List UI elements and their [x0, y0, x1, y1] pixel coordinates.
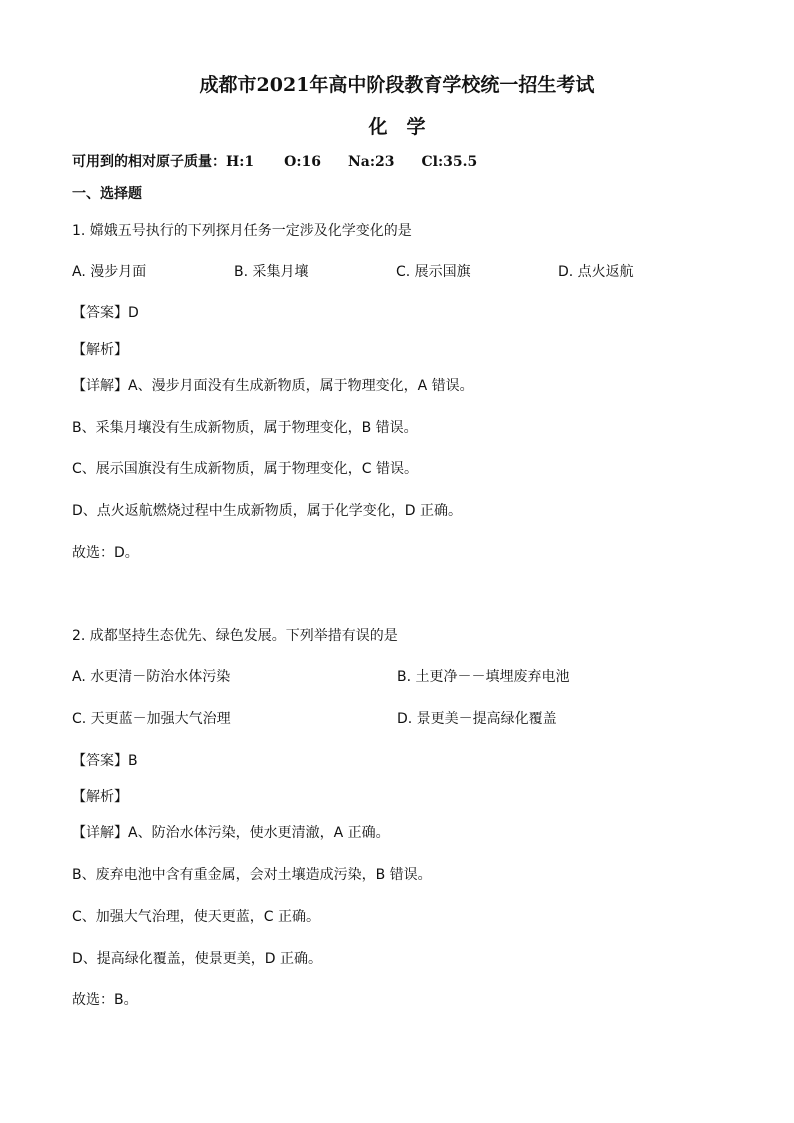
question-1-answer: 【答案】D [72, 305, 139, 321]
question-1-option-c: C. 展示国旗 [396, 264, 471, 280]
question-2-stem: 2. 成都坚持生态优先、绿色发展。下列举措有误的是 [72, 628, 398, 644]
section-heading: 一、选择题 [72, 186, 142, 202]
question-1-option-b: B. 采集月壤 [234, 264, 309, 280]
atomic-mass-line [72, 151, 477, 171]
exam-title: 成都市2021年高中阶段教育学校统一招生考试 [199, 74, 595, 96]
question-1-detail-c: C、展示国旗没有生成新物质，属于物理变化，C 错误。 [72, 461, 418, 477]
atomic-mass-label: 可用到的相对原子质量： [72, 154, 226, 170]
question-2-detail-b: B、废弃电池中含有重金属，会对土壤造成污染，B 错误。 [72, 867, 432, 883]
question-1-option-a: A. 漫步月面 [72, 264, 147, 280]
question-1-detail-b: B、采集月壤没有生成新物质，属于物理变化，B 错误。 [72, 420, 418, 436]
question-2-option-a: A. 水更清－防治水体污染 [72, 669, 231, 685]
question-2-option-b: B. 土更净－－填埋废弃电池 [397, 669, 570, 685]
question-2-conclusion: 故选：B。 [72, 992, 138, 1008]
atomic-mass-h: H:1 [226, 154, 255, 170]
atomic-mass-cl: Cl:35.5 [421, 154, 478, 170]
question-1-detail-d: D、点火返航燃烧过程中生成新物质，属于化学变化，D 正确。 [72, 503, 463, 519]
question-2-answer: 【答案】B [72, 753, 138, 769]
question-1-analysis-label: 【解析】 [72, 342, 128, 358]
atomic-mass-o: O:16 [284, 154, 321, 170]
question-1-stem: 1. 嫦娥五号执行的下列探月任务一定涉及化学变化的是 [72, 223, 412, 239]
question-2-detail-a: 【详解】A、防治水体污染，使水更清澈，A 正确。 [72, 825, 390, 841]
question-2-analysis-label: 【解析】 [72, 789, 128, 805]
subject-title: 化 学 [368, 116, 426, 138]
question-1-conclusion: 故选：D。 [72, 545, 139, 561]
question-2-detail-d: D、提高绿化覆盖，使景更美，D 正确。 [72, 951, 323, 967]
question-2-detail-c: C、加强大气治理，使天更蓝，C 正确。 [72, 909, 320, 925]
atomic-mass-na: Na:23 [348, 154, 395, 170]
question-2-option-d: D. 景更美－提高绿化覆盖 [397, 711, 557, 727]
question-1-detail-a: 【详解】A、漫步月面没有生成新物质，属于物理变化，A 错误。 [72, 378, 474, 394]
question-2-option-c: C. 天更蓝－加强大气治理 [72, 711, 231, 727]
question-1-option-d: D. 点火返航 [558, 264, 634, 280]
